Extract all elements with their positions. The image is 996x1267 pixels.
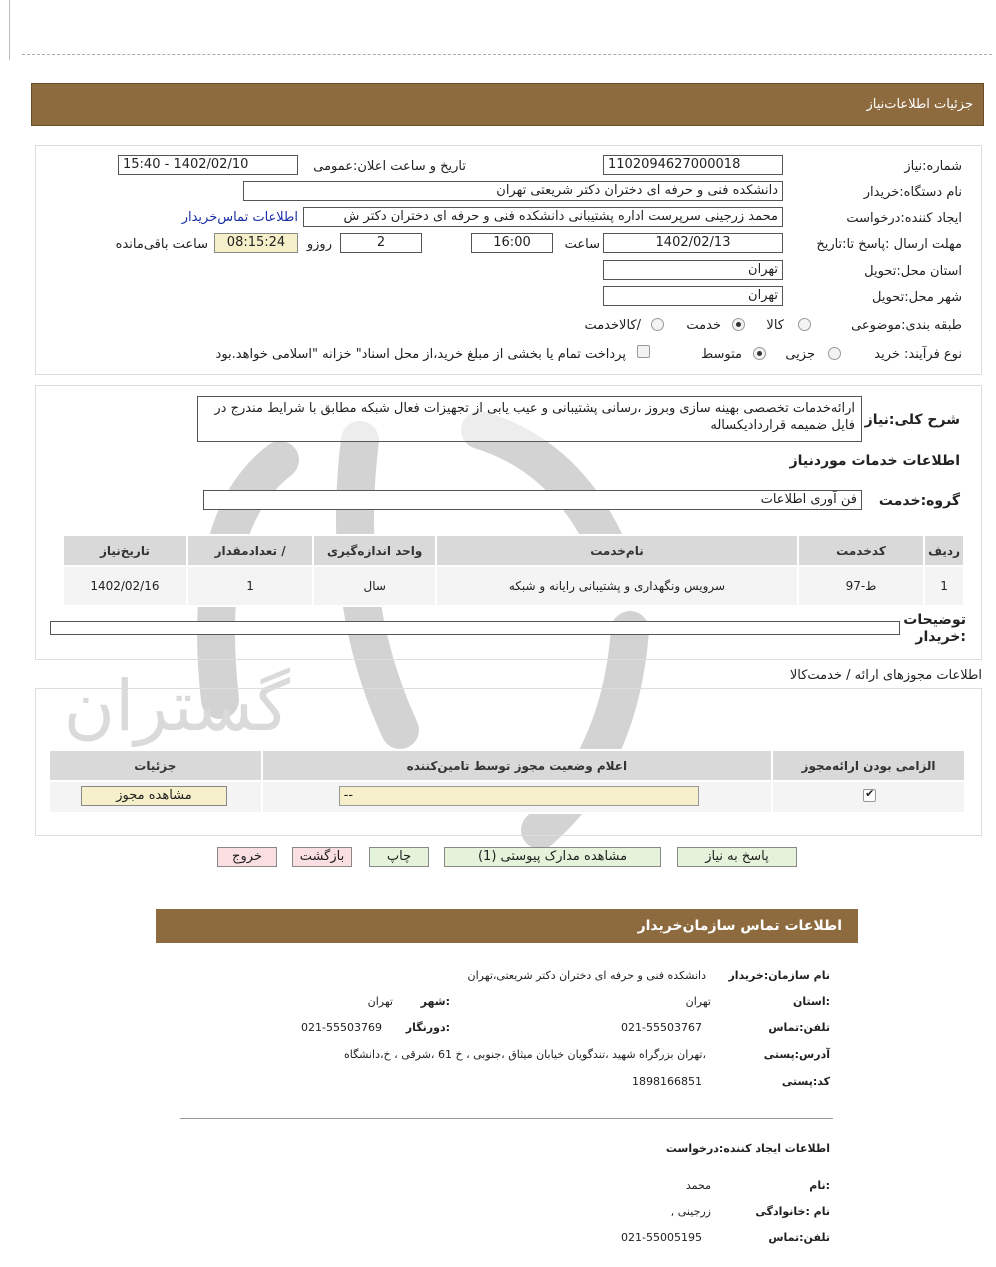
service-group-field: فن آوری اطلاعات (203, 490, 862, 510)
cell-permit-details (49, 781, 262, 813)
contact-province-value: تهران (685, 995, 711, 1008)
buyer-contact-link[interactable]: اطلاعات تماس‌خریدار (181, 210, 298, 225)
fax-value: 021-55503769 (301, 1021, 382, 1034)
announce-label: تاریخ و ساعت اعلان:عمومی (313, 159, 466, 174)
category-service-radio[interactable] (732, 318, 745, 331)
category-service-label: خدمت (686, 318, 721, 333)
contact-province-label: :استان (793, 995, 830, 1008)
print-button[interactable]: چاپ (369, 847, 429, 867)
col-permit-details: جزئیات (49, 750, 262, 781)
buyer-field: دانشکده فنی و حرفه ای دختران دکتر شریعتی تهران (243, 181, 783, 201)
cell-permit-status (262, 781, 772, 813)
category-goods-label: کالا (766, 318, 784, 333)
payment-checkbox[interactable] (637, 345, 650, 358)
check-icon: ✔ (865, 787, 875, 800)
description-label: شرح کلی:نیاز (864, 412, 960, 428)
process-medium-radio[interactable] (753, 347, 766, 360)
deadline-date-field: 1402/02/13 (603, 233, 783, 253)
process-label: نوع فرآیند: خرید (874, 347, 962, 362)
col-unit: واحد اندازه‌گیری (313, 535, 436, 566)
col-name: نام‌خدمت (436, 535, 798, 566)
payment-note: پرداخت تمام یا بخشی از مبلغ خرید،از محل اسناد" خزانه "اسلامی خواهد.بود (215, 347, 626, 362)
creator-family-value: زرجینی , (670, 1205, 711, 1218)
buyer-label: نام دستگاه:خریدار (863, 185, 962, 200)
contact-divider (180, 1118, 833, 1119)
need-info-panel (35, 145, 982, 375)
services-table (62, 534, 965, 607)
address-label: آدرس:پستی (763, 1048, 830, 1061)
svg-text:گستران: گستران (63, 665, 290, 747)
creator-phone-label: تلفن:تماس (768, 1231, 830, 1244)
days-label: روزو (306, 237, 332, 252)
contact-header (156, 909, 858, 943)
contact-city-label: :شهر (420, 995, 450, 1008)
creator-name-value: محمد (685, 1179, 711, 1192)
remaining-time-field: 08:15:24 (214, 233, 298, 253)
deadline-time-field: 16:00 (471, 233, 553, 253)
reply-button[interactable]: پاسخ به نیاز (677, 847, 797, 867)
creator-family-label: نام :خانوادگی (755, 1205, 830, 1218)
province-label: استان محل:تحویل (864, 264, 962, 279)
deadline-time-label: ساعت (564, 237, 600, 252)
need-number-field: 1102094627000018 (603, 155, 783, 175)
cell-date: 1402/02/16 (63, 566, 187, 606)
cell-code: ط-97 (798, 566, 924, 606)
table-row (49, 781, 965, 813)
view-permit-button[interactable]: مشاهده مجوز (81, 786, 227, 806)
days-field: 2 (340, 233, 422, 253)
announce-date-field: 1402/02/10 - 15:40 (118, 155, 298, 175)
col-date: تاریخ‌نیاز (63, 535, 187, 566)
remaining-label: ساعت باقی‌مانده (115, 237, 208, 252)
cell-permit-required (772, 781, 965, 813)
category-goods-service-radio[interactable] (651, 318, 664, 331)
description-text: ارائه‌خدمات تخصصی بهینه سازی وبروز ،رسانی پشتیبانی و عیب یابی از تجهیزات فعال شبکه مطابق با شرایط مندرج در فایل ضمیمه قراردادیکساله (197, 396, 862, 442)
creator-field: محمد زرجینی سرپرست اداره پشتیبانی دانشکده فنی و حرفه ای دختران دکتر ش (303, 207, 783, 227)
back-button[interactable]: بازگشت (292, 847, 352, 867)
deadline-label: مهلت ارسال :پاسخ تا:تاریخ (816, 237, 962, 252)
contact-city-value: تهران (367, 995, 393, 1008)
category-label: طبقه بندی:موضوعی (851, 318, 962, 333)
fax-label: :دورنگار (405, 1021, 450, 1034)
creator-phone-value: 021-55005195 (621, 1231, 702, 1244)
postal-label: کد:پستی (781, 1075, 830, 1088)
cell-unit: سال (313, 566, 436, 606)
page-header (31, 83, 984, 126)
exit-button[interactable]: خروج (217, 847, 277, 867)
table-row (63, 566, 964, 606)
city-field: تهران (603, 286, 783, 306)
col-qty: / تعدادمقدار (187, 535, 314, 566)
creator-label: ایجاد کننده:درخواست (846, 211, 962, 226)
left-border-line (9, 0, 10, 60)
cell-row: 1 (924, 566, 964, 606)
services-section-title: اطلاعات خدمات موردنیاز (789, 453, 960, 469)
col-permit-required: الزامی بودن ارائه‌مجوز (772, 750, 965, 781)
cell-name: سرویس ونگهداری و پشتیبانی رایانه و شبکه (436, 566, 798, 606)
permits-title: اطلاعات مجوزهای ارائه / خدمت‌کالا (789, 668, 982, 683)
creator-name-label: :نام (809, 1179, 830, 1192)
buyer-notes-label: توضیحات :خریدار (903, 612, 966, 645)
org-value: دانشکده فنی و حرفه ای دختران دکتر شریعتی،تهران (467, 969, 706, 982)
col-permit-status: اعلام وضعیت مجوز توسط تامین‌کننده (262, 750, 772, 781)
permits-table (48, 749, 966, 814)
contact-title: اطلاعات تماس سازمان‌خریدار (637, 918, 842, 934)
postal-value: 1898166851 (632, 1075, 702, 1088)
city-label: شهر محل:تحویل (872, 290, 962, 305)
attachments-button[interactable]: مشاهده مدارک پیوستی (1) (444, 847, 661, 867)
col-row: ردیف (924, 535, 964, 566)
phone-label: تلفن:تماس (768, 1021, 830, 1034)
category-goods-radio[interactable] (798, 318, 811, 331)
buyer-notes-field (50, 621, 900, 635)
creator-section-title: اطلاعات ایجاد کننده:درخواست (665, 1142, 830, 1155)
category-goods-service-label: /کالاخدمت (584, 318, 641, 333)
cell-qty: 1 (187, 566, 314, 606)
col-code: کدخدمت (798, 535, 924, 566)
top-divider (22, 54, 992, 55)
service-group-label: گروه:خدمت (878, 493, 960, 509)
need-number-label: شماره:نیاز (904, 159, 962, 174)
process-small-label: جزیی (785, 347, 815, 362)
process-medium-label: متوسط (701, 347, 742, 362)
phone-value: 021-55503767 (621, 1021, 702, 1034)
address-value: ،تهران بزرگراه شهید ،تندگویان خیابان میثاق ،جنوبی ، خ 61 ،شرقی ، خ،دانشگاه (343, 1048, 706, 1061)
process-small-radio[interactable] (828, 347, 841, 360)
page-title: جزئیات اطلاعات‌نیاز (866, 97, 973, 112)
province-field: تهران (603, 260, 783, 280)
permit-status-field: -- (339, 786, 699, 806)
org-label: نام سازمان:خریدار (728, 969, 830, 982)
